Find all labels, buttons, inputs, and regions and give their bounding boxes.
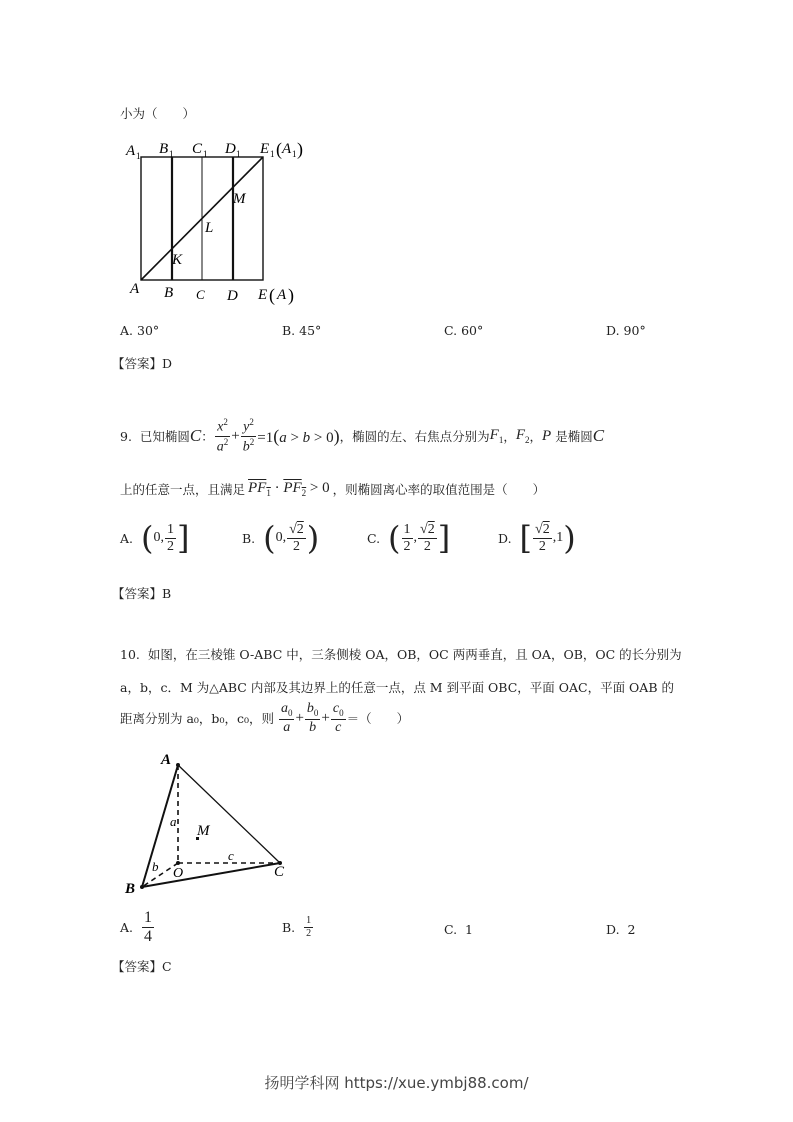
svg-text:): ) [297,139,303,159]
label-b: B [125,881,136,897]
label-k: K [172,252,183,268]
label-e: E [258,287,268,303]
q10-line1: 10. 如图，在三棱锥 O-ABC 中，三条侧棱 OA，OB，OC 两两垂直，且 OA，OB，OC 的长分别为 [120,647,682,662]
svg-text:(: ( [276,139,282,159]
q8-option-a: A. 30° [120,323,160,338]
q9-answer: 【答案】B [112,586,172,601]
edge-bc [142,863,280,887]
label-e1: E [260,141,270,157]
svg-text:A: A [277,287,287,303]
label-a: A [130,281,140,297]
q10-line2: a，b，c．M 为△ABC 内部及其边界上的任意一点，点 M 到平面 OBC，平面 OAC，平面 OAB 的 [120,680,674,695]
label-l: L [205,220,214,236]
svg-text:1: 1 [292,149,297,159]
svg-text:1: 1 [203,149,208,159]
q8-option-d: D. 90° [606,323,646,338]
svg-text:1: 1 [136,151,141,161]
label-b: B [164,285,174,301]
q9-option-c: C. ( $\frac{1}{2}$ , $\frac{√2}{2}$ ] [367,519,451,557]
q9-option-d: D. [ $\frac{√2}{2}$ ,1 ) [498,519,576,557]
q10-answer: 【答案】C [112,959,172,974]
q9-option-b: B. ( 0, $\frac{√2}{2}$ ) [242,519,320,557]
footer-watermark: 扬明学科网 https://xue.ymbj88.com/ [264,1074,529,1092]
q9-option-a: A. ( 0, $\frac{1}{2}$ ] [120,519,190,557]
svg-text:1: 1 [169,149,174,159]
q10-option-b: B. $\frac{1}{2}$ [282,915,312,939]
label-a-length: a [170,814,177,829]
q9-line2: 上的任意一点，且满足 $PF_1 \cdot PF_2 > 0$ ，则椭圆离心率的取值范围是（ ） [120,480,546,498]
svg-text:1: 1 [270,149,275,159]
label-m: M [233,191,246,207]
label-b1: B [159,141,169,157]
svg-text:(: ( [269,285,275,305]
label-d: D [227,288,238,304]
q8-answer: 【答案】D [112,356,173,371]
label-m: M [197,823,210,839]
label-a: A [161,752,172,768]
label-c: C [274,864,285,880]
q10-tetrahedron-figure [115,748,300,898]
q10-option-a: A. $\frac{1}{4}$ [120,909,152,945]
label-d1: D [225,141,236,157]
svg-text:): ) [288,285,294,305]
svg-text:A: A [282,141,292,157]
q10-option-c: C. 1 [444,922,473,937]
q8-option-b: B. 45° [282,323,322,338]
q8-unfolded-prism-figure [120,135,320,310]
q10-line3: 距离分别为 a₀，b₀，c₀，则 $\frac{a_0}{a}$ + $\frac{b_0}{b}$ + $\frac{c_0}{c}$ ＝（ ） [120,701,410,735]
label-c1: C [192,141,203,157]
q8-option-c: C. 60° [444,323,484,338]
label-a1: A [126,143,136,159]
q10-option-d: D. 2 [606,922,636,937]
label-c-length: c [228,848,234,863]
label-b-length: b [152,859,159,874]
label-c: C [196,287,205,302]
q9-line1: 9. 已知椭圆 C ： $\frac{x^2}{a^2}$ + $\frac{y^2}{b^2}$ =1(a > b > 0) ，椭圆的左、右焦点分别为 $F_1$ ， $F_2$ ， P 是椭圆 C [120,417,605,455]
q8-stem-tail: 小为（ ） [120,106,196,121]
svg-text:1: 1 [236,149,241,159]
label-o: O [173,866,184,881]
